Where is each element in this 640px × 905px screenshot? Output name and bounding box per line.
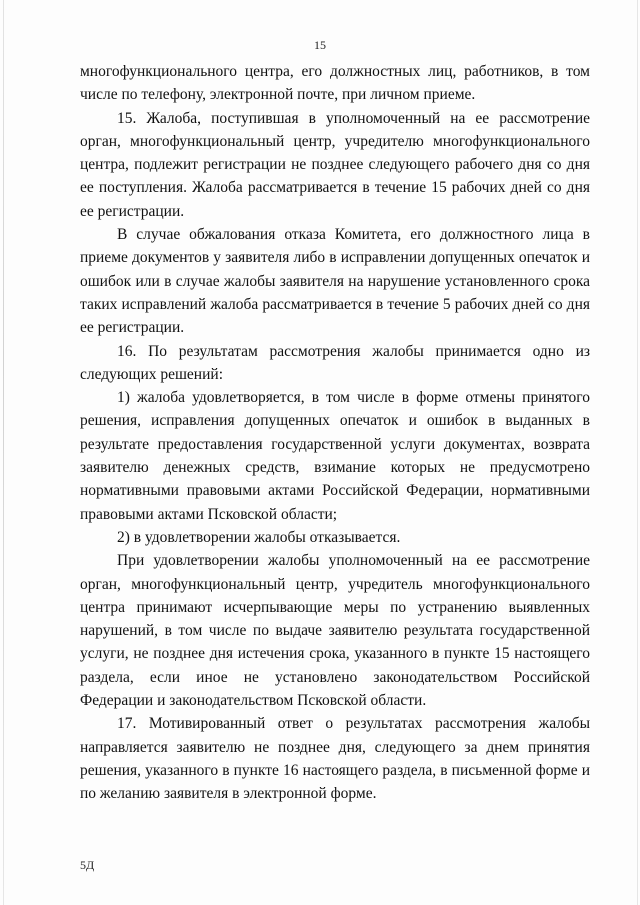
- paragraph-decision-2: 2) в удовлетворении жалобы отказывается.: [117, 528, 401, 546]
- body-text: [80, 60, 590, 806]
- paragraph-satisfaction-measures: При удовлетворении жалобы уполномоченный на ее рассмотрение орган, многофункциональный центр, учредитель многофункционального центра принимают исчерпывающие меры по устранению выявленных нарушений, в том числе по выдаче заявителю результата государственной услуги, не позднее дня истечения срока, указанного в пункте 15 настоящего раздела, если иное не установлено законодательством Российской Федерации и законодательством Псковской области.: [80, 552, 590, 710]
- paragraph-item-16: 16. По результатам рассмотрения жалобы принимается одно из следующих решений:: [80, 342, 590, 383]
- page-left-edge: [3, 0, 4, 905]
- page-number: 15: [314, 38, 326, 52]
- page-right-edge: [637, 0, 638, 905]
- paragraph-refusal-appeal: В случае обжалования отказа Комитета, его должностного лица в приеме документов у заявителя либо в исправлении допущенных опечаток и ошибок или в случае жалобы заявителя на нарушение установленного срока таких исправлений жалоба рассматривается в течение 5 рабочих дней со дня ее регистрации.: [80, 226, 590, 337]
- footer-code: 5Д: [80, 858, 95, 872]
- paragraph-item-17: 17. Мотивированный ответ о результатах рассмотрения жалобы направляется заявителю не позднее дня, следующего за днем принятия решения, указанного в пункте 16 настоящего раздела, в письменной форме и по желанию заявителя в электронной форме.: [80, 715, 590, 803]
- paragraph-decision-1: 1) жалоба удовлетворяется, в том числе в форме отмены принятого решения, исправления допущенных опечаток и ошибок в выданных в результате предоставления государственной услуги документах, возврата заявителю денежных средств, взимание которых не предусмотрено нормативными правовыми актами Российской Федерации, нормативными правовыми актами Псковской области;: [80, 389, 590, 523]
- paragraph-continuation: многофункционального центра, его должностных лиц, работников, в том числе по телефону, электронной почте, при личном приеме.: [80, 63, 590, 104]
- paragraph-item-15: 15. Жалоба, поступившая в уполномоченный на ее рассмотрение орган, многофункциональный центр, учредителю многофункционального центра, подлежит регистрации не позднее следующего рабочего дня со дня ее поступления. Жалоба рассматривается в течение 15 рабочих дней со дня ее регистрации.: [80, 109, 590, 220]
